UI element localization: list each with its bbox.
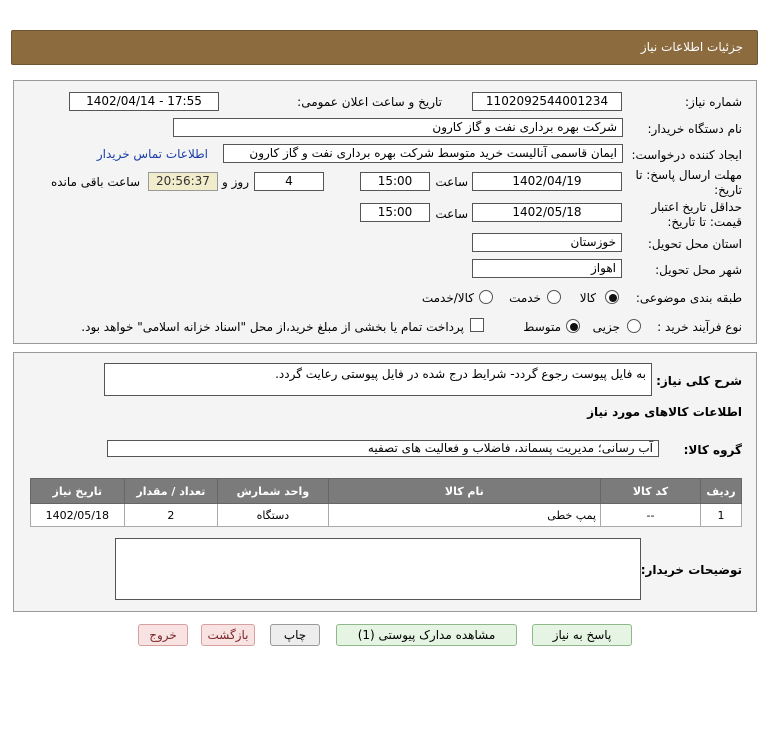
summary-field: به فایل پیوست رجوع گردد- شرایط درج شده در فایل پیوستی رعایت گردد.	[104, 363, 652, 396]
col-quantity: تعداد / مقدار	[124, 479, 218, 504]
exit-button[interactable]: خروج	[138, 624, 188, 646]
category-label: طبقه بندی موضوعی:	[635, 291, 742, 305]
back-button[interactable]: بازگشت	[201, 624, 255, 646]
remaining-label: ساعت باقی مانده	[50, 175, 140, 189]
city-label: شهر محل تحویل:	[655, 263, 742, 277]
need-number-label: شماره نیاز:	[685, 95, 742, 109]
category-option-goods-service: کالا/خدمت	[421, 291, 474, 305]
view-attachments-button[interactable]: مشاهده مدارک پیوستی (1)	[336, 624, 517, 646]
print-button[interactable]: چاپ	[270, 624, 320, 646]
category-radio-goods[interactable]	[605, 290, 619, 304]
goods-info-title: اطلاعات کالاهای مورد نیاز	[587, 405, 742, 419]
cell-quantity: 2	[124, 504, 218, 527]
validity-time-field: 15:00	[360, 203, 430, 222]
need-number-field: 1102092544001234	[472, 92, 622, 111]
validity-label-1: حداقل تاریخ اعتبار	[651, 200, 742, 214]
deadline-time-label: ساعت	[435, 175, 468, 189]
category-option-service: خدمت	[509, 291, 541, 305]
cell-code: --	[601, 504, 701, 527]
announce-datetime-field: 1402/04/14 - 17:55	[69, 92, 219, 111]
validity-time-label: ساعت	[435, 207, 468, 221]
col-name: نام کالا	[328, 479, 600, 504]
treasury-payment-checkbox[interactable]	[470, 318, 484, 332]
process-option-minor: جزیی	[592, 320, 620, 334]
province-field: خوزستان	[472, 233, 622, 252]
col-row: ردیف	[700, 479, 741, 504]
city-field: اهواز	[472, 259, 622, 278]
process-radio-minor[interactable]	[627, 319, 641, 333]
goods-table-header	[31, 479, 742, 504]
summary-label: شرح کلی نیاز:	[656, 374, 742, 388]
buyer-notes-field	[115, 538, 641, 600]
category-radio-goods-service[interactable]	[479, 290, 493, 304]
validity-date-field: 1402/05/18	[472, 203, 622, 222]
goods-group-label: گروه کالا:	[683, 443, 742, 457]
page-header	[11, 30, 758, 65]
col-unit: واحد شمارش	[218, 479, 328, 504]
deadline-label-2: تاریخ:	[714, 183, 742, 197]
province-label: استان محل تحویل:	[647, 237, 742, 251]
col-date: تاریخ نیاز	[31, 479, 125, 504]
remaining-time-field: 20:56:37	[148, 172, 218, 191]
deadline-date-field: 1402/04/19	[472, 172, 622, 191]
goods-group-field: آب رسانی؛ مدیریت پسماند، فاضلاب و فعالیت های تصفیه	[107, 440, 659, 457]
deadline-time-field: 15:00	[360, 172, 430, 191]
process-radio-medium[interactable]	[566, 319, 580, 333]
creator-field: ایمان قاسمی آنالیست خرید متوسط شرکت بهره برداری نفت و گاز کارون	[223, 144, 623, 163]
page-title: جزئیات اطلاعات نیاز	[640, 40, 743, 54]
process-label: نوع فرآیند خرید :	[657, 320, 742, 334]
category-radio-service[interactable]	[547, 290, 561, 304]
goods-table	[30, 478, 742, 527]
days-label: روز و	[222, 175, 249, 189]
validity-label-2: قیمت: تا تاریخ:	[667, 215, 742, 229]
buyer-org-label: نام دستگاه خریدار:	[647, 122, 742, 136]
category-option-goods: کالا	[579, 291, 596, 305]
buyer-notes-label: توضیحات خریدار:	[640, 563, 742, 577]
col-code: کد کالا	[601, 479, 701, 504]
buyer-org-field: شرکت بهره برداری نفت و گاز کارون	[173, 118, 623, 137]
process-option-medium: متوسط	[523, 320, 561, 334]
buyer-contact-link[interactable]: اطلاعات تماس خریدار	[96, 147, 208, 161]
announce-label: تاریخ و ساعت اعلان عمومی:	[297, 95, 442, 109]
cell-name: پمپ خطی	[328, 504, 600, 527]
reply-button[interactable]: پاسخ به نیاز	[532, 624, 632, 646]
creator-label: ایجاد کننده درخواست:	[631, 148, 742, 162]
cell-date: 1402/05/18	[31, 504, 125, 527]
deadline-label-1: مهلت ارسال پاسخ: تا	[635, 168, 742, 182]
days-field: 4	[254, 172, 324, 191]
cell-unit: دستگاه	[218, 504, 328, 527]
cell-row: 1	[700, 504, 741, 527]
treasury-payment-note: پرداخت تمام یا بخشی از مبلغ خرید،از محل "اسناد خزانه اسلامی" خواهد بود.	[81, 320, 464, 334]
table-row	[31, 504, 742, 527]
